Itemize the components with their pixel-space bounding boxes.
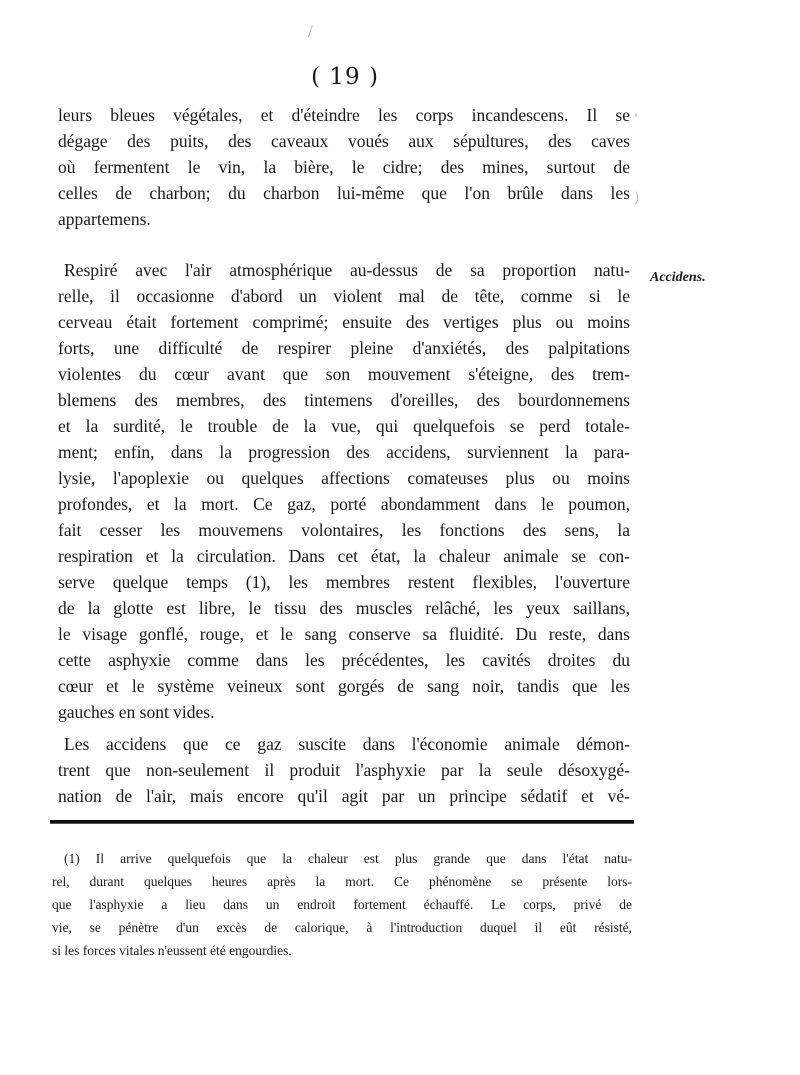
text-line: où fermentent le vin, la bière, le cidre; des mines, surtout de [58,157,630,177]
text-line: trent que non-seulement il produit l'asphyxie par la seule désoxygé- [58,760,630,780]
text-line: cœur et le système veineux sont gorgés de sang noir, tandis que les [58,676,630,696]
text-line: leurs bleues végétales, et d'éteindre les corps incandescens. Il se [58,105,630,125]
text-line: gauches en sont vides. [58,702,215,722]
text-line: nation de l'air, mais encore qu'il agit par un principe sédatif et vé- [58,786,630,806]
text-line: de la glotte est libre, le tissu des muscles relâché, les yeux saillans, [58,598,630,618]
footnote-line: vie, se pénètre d'un excès de calorique, à l'introduction duquel il eût résisté, [52,920,632,935]
text-line: respiration et la circulation. Dans cet état, la chaleur animale se con- [58,546,630,566]
text-line: ment; enfin, dans la progression des accidens, surviennent la para- [58,442,630,462]
text-line: dégage des puits, des caveaux voués aux sépultures, des caves [58,131,630,151]
paper-mark: ) [634,190,640,206]
footnote-line: que l'asphyxie a lieu dans un endroit fortement échauffé. Le corps, privé de [52,897,632,912]
text-line: blemens des membres, des tintemens d'oreilles, des bourdonnemens [58,390,630,410]
paper-mark: / [308,24,313,40]
text-line: cerveau était fortement comprimé; ensuite des vertiges plus ou moins [58,312,630,332]
footnote-line: (1) Il arrive quelquefois que la chaleur est plus grande que dans l'état natu- [64,851,632,866]
margin-note: Accidens. [650,270,706,285]
footnote-rule [50,820,634,824]
footnote-line: rel, durant quelques heures après la mort. Ce phénomène se présente lors- [52,874,632,889]
text-line: appartemens. [58,209,151,229]
text-line: Respiré avec l'air atmosphérique au-dessus de sa proportion natu- [64,260,630,280]
footnote-line: si les forces vitales n'eussent été engourdies. [52,943,292,958]
text-line: celles de charbon; du charbon lui-même que l'on brûle dans les [58,183,630,203]
text-line: lysie, l'apoplexie ou quelques affections comateuses plus ou moins [58,468,630,488]
text-line: relle, il occasionne d'abord un violent mal de tête, comme si le [58,286,630,306]
text-line: forts, une difficulté de respirer pleine d'anxiétés, des palpitations [58,338,630,358]
paper-mark: ' [634,112,638,128]
text-line: violentes du cœur avant que son mouvement s'éteigne, des trem- [58,364,630,384]
text-line: profondes, et la mort. Ce gaz, porté abondamment dans le poumon, [58,494,630,514]
text-line: fait cesser les mouvemens volontaires, les fonctions des sens, la [58,520,630,540]
text-line: et la surdité, le trouble de la vue, qui quelquefois se perd totale- [58,416,630,436]
text-line: Les accidens que ce gaz suscite dans l'économie animale démon- [64,734,630,754]
text-line: serve quelque temps (1), les membres restent flexibles, l'ouverture [58,572,630,592]
page-number: ( 19 ) [311,64,379,90]
text-line: cette asphyxie comme dans les précédentes, les cavités droites du [58,650,630,670]
text-line: le visage gonflé, rouge, et le sang conserve sa fluidité. Du reste, dans [58,624,630,644]
